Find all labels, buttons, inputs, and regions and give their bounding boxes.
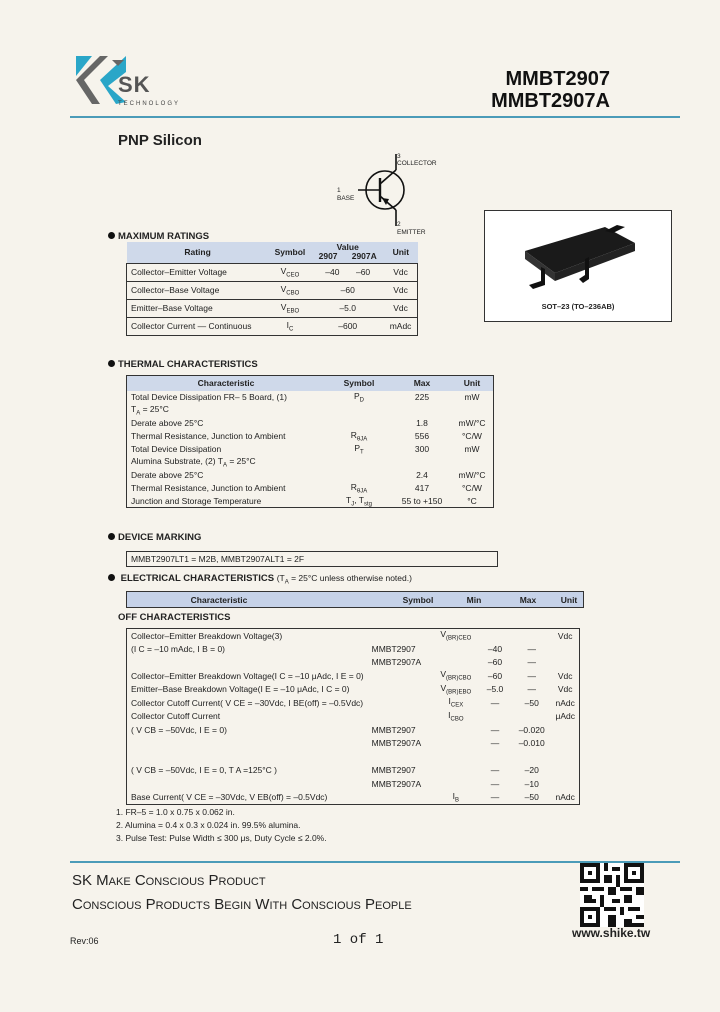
rating-unit: Vdc <box>393 303 408 313</box>
electrical-max: –50 <box>524 792 539 802</box>
part-number-1: MMBT2907 <box>505 68 610 90</box>
thermal-char-text: Derate above 25°C <box>131 470 204 480</box>
rating-symbol-sub: C <box>288 326 294 333</box>
electrical-row <box>127 723 580 737</box>
electrical-min <box>478 750 512 764</box>
thermal-max <box>393 456 451 469</box>
header-symbol: Symbol <box>274 247 306 258</box>
electrical-char: ( V CB = –50Vdc, I E = 0) <box>131 724 227 735</box>
header-v1: 2907 <box>318 251 338 262</box>
thermal-char <box>127 469 326 482</box>
thermal-symbol <box>325 391 393 404</box>
logo-text: SK <box>118 72 151 97</box>
rating-value <box>311 317 384 335</box>
rating-name: Collector Current — Continuous <box>131 321 252 331</box>
thermal-symbol-sub: D <box>359 397 364 404</box>
package-box <box>484 210 672 322</box>
rating-value <box>311 299 384 317</box>
thermal-char-text: T <box>131 403 137 414</box>
rating-symbol-sub: CBO <box>286 290 300 297</box>
emitter-label <box>397 221 426 237</box>
thermal-char <box>127 391 326 404</box>
rating-value <box>311 263 384 281</box>
electrical-min: — <box>490 724 500 735</box>
electrical-symbol <box>434 710 478 724</box>
thermal-row <box>127 469 494 482</box>
electrical-unit: Vdc <box>557 630 573 641</box>
electrical-device <box>368 750 434 764</box>
electrical-symbol <box>434 777 478 791</box>
electrical-table <box>126 591 584 608</box>
electrical-device: MMBT2907A <box>371 657 422 668</box>
electrical-row <box>127 629 580 643</box>
electrical-unit: Vdc <box>557 684 573 695</box>
electrical-char: Collector–Emitter Breakdown Voltage(I C = –10 μAdc, I E = 0) <box>131 670 364 681</box>
electrical-symbol <box>434 791 478 805</box>
electrical-device: MMBT2907A <box>371 778 422 789</box>
header-value-label: Value <box>336 242 359 253</box>
electrical-symbol-main: V <box>440 669 446 680</box>
off-characteristics-title: OFF CHARACTERISTICS <box>118 612 231 623</box>
thermal-unit <box>451 456 494 469</box>
rating-value-common: –600 <box>338 321 358 331</box>
electrical-unit: Vdc <box>557 670 573 681</box>
electrical-row <box>127 777 580 791</box>
package-label: SOT–23 (TO–236AB) <box>541 302 615 311</box>
note-3: 3. Pulse Test: Pulse Width ≤ 300 μs, Duty Cycle ≤ 2.0%. <box>116 833 327 843</box>
electrical-max: — <box>527 657 536 668</box>
rating-symbol <box>269 317 312 335</box>
thermal-unit: °C <box>467 495 477 506</box>
electrical-max: –0.010 <box>518 738 545 749</box>
electrical-min: — <box>490 792 500 802</box>
rating-value-common: –5.0 <box>339 303 356 313</box>
marking-text: MMBT2907LT1 = M2B, MMBT2907ALT1 = 2F <box>126 551 498 567</box>
electrical-max <box>512 710 552 724</box>
electrical-row <box>127 696 580 710</box>
thermal-char-text: Derate above 25°C <box>131 418 204 428</box>
base-pin: 1 <box>337 187 341 194</box>
thermal-symbol-sub: T <box>360 449 364 456</box>
logo-subtitle: TECHNOLOGY <box>118 101 181 107</box>
thermal-symbol <box>325 443 393 456</box>
electrical-symbol <box>434 669 478 683</box>
thermal-char-text: Total Device Dissipation FR– 5 Board, (1) <box>131 392 287 402</box>
header-rating: Rating <box>184 247 211 258</box>
thermal-unit: mW <box>464 392 480 402</box>
electrical-max: — <box>527 684 536 695</box>
thermal-header-char: Characteristic <box>197 378 255 389</box>
electrical-device <box>368 683 434 697</box>
electrical-char: Collector–Emitter Breakdown Voltage(3) <box>131 630 283 641</box>
collector-text: COLLECTOR <box>397 160 437 167</box>
header-unit: Unit <box>392 247 410 258</box>
electrical-max: — <box>527 643 536 654</box>
off-characteristics-table <box>126 628 580 805</box>
emitter-pin: 2 <box>397 221 401 228</box>
electrical-header-char: Characteristic <box>190 594 248 605</box>
electrical-header-max: Max <box>519 594 537 605</box>
electrical-min: –5.0 <box>486 684 504 695</box>
thermal-row <box>127 404 494 417</box>
electrical-header-unit: Unit <box>560 594 578 605</box>
thermal-char-text: Alumina Substrate, (2) T <box>131 455 223 466</box>
electrical-char: Collector Cutoff Current <box>131 711 221 722</box>
thermal-symbol-main: T <box>346 494 352 505</box>
header-value-columns <box>315 252 380 261</box>
electrical-header-min: Min <box>466 594 482 605</box>
electrical-char <box>127 750 368 764</box>
thermal-char-sub: A <box>136 410 141 417</box>
electrical-symbol-sub: (BR)CEO <box>446 635 472 642</box>
thermal-max: 2.4 <box>416 470 428 480</box>
electrical-symbol-main: I <box>452 790 456 801</box>
thermal-header-max: Max <box>413 378 431 389</box>
electrical-char: Base Current( V CE = –30Vdc, V EB(off) = –0.5Vdc) <box>131 792 328 802</box>
thermal-char-sub: A <box>222 462 227 469</box>
thermal-char <box>127 417 326 430</box>
electrical-symbol <box>434 764 478 778</box>
electrical-symbol-sub: B <box>455 797 460 804</box>
thermal-symbol-sub: θJA <box>356 436 368 443</box>
electrical-header-symbol: Symbol <box>402 594 434 605</box>
electrical-min: –60 <box>487 657 503 668</box>
base-text: BASE <box>337 195 355 202</box>
website-url[interactable]: www.shike.tw <box>572 926 651 940</box>
rating-symbol-main: I <box>286 319 289 330</box>
max-rating-row <box>127 299 418 317</box>
electrical-char: Collector Cutoff Current( V CE = –30Vdc, I BE(off) = –0.5Vdc) <box>131 697 364 708</box>
rating-symbol-sub: CEO <box>286 272 300 279</box>
electrical-header-spacer <box>311 592 389 608</box>
electrical-title-text: ELECTRICAL CHARACTERISTICS <box>120 573 275 584</box>
sot23-package-icon <box>485 211 671 301</box>
thermal-table <box>126 375 494 508</box>
rating-name: Collector–Emitter Voltage <box>131 267 227 277</box>
electrical-unit <box>551 642 579 656</box>
electrical-row <box>127 656 580 670</box>
electrical-min: — <box>490 738 500 749</box>
electrical-symbol <box>434 750 478 764</box>
max-ratings-header <box>127 242 418 263</box>
collector-label <box>397 153 437 167</box>
electrical-symbol <box>434 737 478 751</box>
header-divider <box>70 116 680 118</box>
thermal-char-text: Thermal Resistance, Junction to Ambient <box>131 483 286 493</box>
electrical-device <box>368 791 434 805</box>
thermal-char <box>127 456 326 469</box>
electrical-symbol <box>434 629 478 643</box>
electrical-header <box>127 592 584 608</box>
electrical-min: –60 <box>487 670 503 681</box>
electrical-unit <box>551 737 579 751</box>
thermal-row <box>127 417 494 430</box>
thermal-char <box>127 482 326 495</box>
electrical-row <box>127 642 580 656</box>
rating-symbol-main: V <box>280 283 287 294</box>
thermal-symbol <box>325 417 393 430</box>
note-2: 2. Alumina = 0.4 x 0.3 x 0.024 in. 99.5% alumina. <box>116 820 301 830</box>
electrical-min: — <box>490 778 500 789</box>
electrical-max <box>512 629 552 643</box>
thermal-row <box>127 391 494 404</box>
electrical-device <box>368 696 434 710</box>
electrical-symbol-sub: (BR)CBO <box>446 676 472 683</box>
rating-value <box>311 281 384 299</box>
electrical-row <box>127 750 580 764</box>
thermal-symbol-main: R <box>350 481 357 492</box>
electrical-max: –50 <box>524 697 539 708</box>
qr-code-icon <box>580 863 644 927</box>
thermal-row <box>127 495 494 508</box>
electrical-char <box>127 656 368 670</box>
electrical-row <box>127 764 580 778</box>
electrical-unit <box>551 750 579 764</box>
electrical-symbol-sub: CBO <box>450 716 464 723</box>
rating-symbol-sub: EBO <box>286 308 300 315</box>
rating-value-2907a: –60 <box>355 267 371 277</box>
electrical-unit <box>551 723 579 737</box>
electrical-symbol-main: I <box>448 696 451 707</box>
electrical-unit: nAdc <box>555 792 575 802</box>
rating-symbol-main: V <box>280 301 287 312</box>
electrical-char: (I C = –10 mAdc, I B = 0) <box>131 643 226 654</box>
rating-symbol-main: V <box>280 265 287 276</box>
electrical-symbol-main: I <box>448 709 451 720</box>
electrical-row <box>127 710 580 724</box>
electrical-min <box>478 629 512 643</box>
footer-slogan-2: Conscious Products Begin With Conscious People <box>72 896 412 913</box>
electrical-symbol <box>434 656 478 670</box>
thermal-header-symbol: Symbol <box>343 378 375 389</box>
revision-label: Rev:06 <box>70 936 99 946</box>
electrical-device: MMBT2907A <box>371 738 422 749</box>
electrical-row <box>127 669 580 683</box>
electrical-device <box>368 669 434 683</box>
electrical-unit <box>551 764 579 778</box>
electrical-device <box>368 710 434 724</box>
thermal-unit: mW/°C <box>458 418 486 428</box>
thermal-symbol <box>325 495 393 508</box>
electrical-symbol-main: V <box>440 682 447 693</box>
rating-symbol <box>269 299 312 317</box>
thermal-unit <box>451 404 494 417</box>
header-v2: 2907A <box>351 251 377 262</box>
electrical-symbol <box>434 723 478 737</box>
page-number: 1 of 1 <box>333 932 384 948</box>
electrical-max <box>512 750 552 764</box>
thermal-row <box>127 456 494 469</box>
thermal-header <box>127 376 494 391</box>
thermal-unit: mW <box>464 444 480 454</box>
electrical-char <box>127 777 368 791</box>
electrical-char <box>127 737 368 751</box>
rating-symbol <box>269 263 312 281</box>
electrical-title <box>108 573 412 586</box>
rating-name: Collector–Base Voltage <box>131 285 220 295</box>
thermal-symbol <box>325 482 393 495</box>
electrical-max: — <box>527 670 536 681</box>
thermal-symbol-main: R <box>350 429 357 440</box>
thermal-max: 1.8 <box>416 418 428 428</box>
thermal-symbol-sub: J <box>351 501 355 508</box>
thermal-symbol-main-2: , T <box>354 494 364 505</box>
electrical-unit: μAdc <box>555 711 575 722</box>
header-value <box>311 242 384 263</box>
electrical-note-sub: A <box>284 579 289 586</box>
electrical-min <box>478 710 512 724</box>
thermal-char-end: = 25°C <box>226 455 256 466</box>
thermal-max: 300 <box>414 444 430 454</box>
electrical-symbol <box>434 696 478 710</box>
electrical-note <box>276 573 412 586</box>
electrical-char: ( V CB = –50Vdc, I E = 0, T A =125°C ) <box>131 765 278 776</box>
max-rating-row <box>127 317 418 335</box>
thermal-char <box>127 404 326 417</box>
thermal-unit: °C/W <box>462 431 482 441</box>
electrical-symbol <box>434 683 478 697</box>
thermal-unit: mW/°C <box>458 470 486 480</box>
electrical-device: MMBT2907 <box>371 765 416 776</box>
electrical-device: MMBT2907 <box>371 724 416 735</box>
electrical-unit <box>551 777 579 791</box>
footer-slogan-1: SK Make Conscious Product <box>72 872 266 889</box>
electrical-note-post: = 25°C unless otherwise noted.) <box>288 573 412 583</box>
electrical-min: — <box>490 697 500 708</box>
thermal-max <box>393 404 451 417</box>
thermal-char <box>127 430 326 443</box>
thermal-symbol <box>325 404 393 417</box>
thermal-symbol <box>325 430 393 443</box>
electrical-symbol-main: V <box>440 629 446 640</box>
thermal-symbol-sub-2: stg <box>363 501 372 508</box>
emitter-text: EMITTER <box>397 229 426 236</box>
thermal-max: 417 <box>414 483 430 493</box>
rating-name: Emitter–Base Voltage <box>131 303 213 313</box>
thermal-symbol-sub: θJA <box>356 488 368 495</box>
electrical-min: — <box>490 765 500 776</box>
electrical-min: –40 <box>487 643 503 654</box>
thermal-char-text: Junction and Storage Temperature <box>131 495 262 506</box>
thermal-symbol-main: P <box>353 390 360 401</box>
thermal-unit: °C/W <box>462 483 482 493</box>
thermal-row <box>127 482 494 495</box>
max-rating-row <box>127 281 418 299</box>
rating-unit: Vdc <box>393 285 408 295</box>
thermal-max: 556 <box>414 431 430 441</box>
thermal-row <box>127 430 494 443</box>
max-ratings-table <box>126 242 418 336</box>
rating-symbol <box>269 281 312 299</box>
rating-unit: Vdc <box>393 267 408 277</box>
electrical-row <box>127 683 580 697</box>
electrical-max: –10 <box>524 778 539 789</box>
thermal-max: 55 to +150 <box>401 495 443 506</box>
max-rating-row <box>127 263 418 281</box>
thermal-char-text: Total Device Dissipation <box>131 444 222 454</box>
collector-pin: 3 <box>397 153 401 160</box>
note-1: 1. FR–5 = 1.0 x 0.75 x 0.062 in. <box>116 807 235 817</box>
thermal-char-end: = 25°C <box>140 403 169 414</box>
thermal-title: THERMAL CHARACTERISTICS <box>108 359 258 370</box>
marking-title: DEVICE MARKING <box>108 532 201 543</box>
electrical-note-pre: (T <box>276 573 285 583</box>
thermal-max: 225 <box>414 392 430 402</box>
thermal-char-text: Thermal Resistance, Junction to Ambient <box>131 431 286 441</box>
electrical-unit <box>551 656 579 670</box>
electrical-symbol-sub: (BR)EBO <box>446 689 472 696</box>
electrical-char: Emitter–Base Breakdown Voltage(I E = –10 μAdc, I C = 0) <box>131 684 350 695</box>
base-label <box>337 187 354 203</box>
thermal-symbol <box>325 469 393 482</box>
rating-value-common: –60 <box>340 285 355 295</box>
electrical-row <box>127 791 580 805</box>
electrical-unit: nAdc <box>555 697 575 708</box>
electrical-max: –0.020 <box>518 724 545 735</box>
electrical-device: MMBT2907 <box>371 643 416 654</box>
electrical-symbol <box>434 642 478 656</box>
max-ratings-title: MAXIMUM RATINGS <box>108 231 209 242</box>
thermal-char <box>127 495 326 508</box>
page-title: PNP Silicon <box>118 132 202 149</box>
electrical-row <box>127 737 580 751</box>
thermal-symbol-main: P <box>354 442 360 453</box>
part-number-2: MMBT2907A <box>491 90 610 112</box>
electrical-device <box>368 629 434 643</box>
electrical-symbol-sub: CEX <box>450 703 464 710</box>
rating-value-2907: –40 <box>325 267 340 277</box>
thermal-row <box>127 443 494 456</box>
thermal-header-unit: Unit <box>463 378 481 389</box>
rating-unit: mAdc <box>389 321 412 331</box>
thermal-symbol <box>325 456 393 469</box>
electrical-max: –20 <box>524 765 539 776</box>
thermal-char <box>127 443 326 456</box>
